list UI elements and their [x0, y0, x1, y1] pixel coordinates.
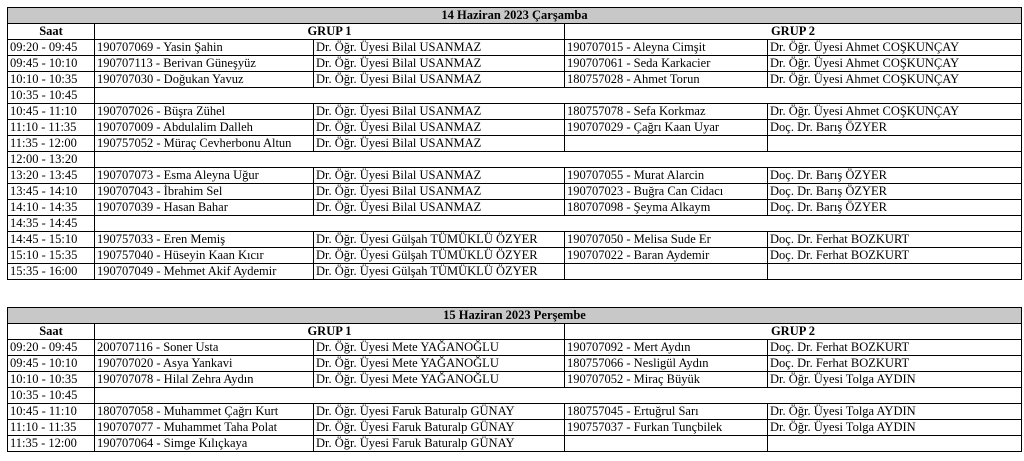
group1-student-cell: 190707039 - Hasan Bahar: [95, 200, 314, 216]
table-row: [8, 40, 1022, 56]
table-row: [8, 356, 1022, 372]
group1-header: GRUP 1: [95, 24, 565, 40]
group1-student-cell: 200707116 - Soner Usta: [95, 340, 314, 356]
group1-student-cell: 190707073 - Esma Aleyna Uğur: [95, 168, 314, 184]
time-header: Saat: [8, 324, 95, 340]
group1-advisor-cell: Dr. Öğr. Üyesi Bilal USANMAZ: [314, 72, 565, 88]
group2-student-cell: 180707098 - Şeyma Alkaym: [565, 200, 768, 216]
group2-student-cell: 190707055 - Murat Alarcin: [565, 168, 768, 184]
break-time-cell: 12:00 - 13:20: [8, 152, 95, 168]
break-filler: [95, 216, 1022, 232]
group2-student-cell: 180757066 - Nesligül Aydın: [565, 356, 768, 372]
group1-advisor-cell: Dr. Öğr. Üyesi Faruk Baturalp GÜNAY: [314, 436, 565, 452]
group2-advisor-cell: Dr. Öğr. Üyesi Ahmet COŞKUNÇAY: [768, 40, 1022, 56]
group1-student-cell: 190757040 - Hüseyin Kaan Kıcır: [95, 248, 314, 264]
group1-student-cell: 190707078 - Hilal Zehra Aydın: [95, 372, 314, 388]
group1-advisor-cell: Dr. Öğr. Üyesi Bilal USANMAZ: [314, 136, 565, 152]
time-cell: 11:10 - 11:35: [8, 120, 95, 136]
table-row: [8, 168, 1022, 184]
group1-advisor-cell: Dr. Öğr. Üyesi Bilal USANMAZ: [314, 56, 565, 72]
schedule-table-day-1: [7, 7, 1022, 280]
table-row: [8, 136, 1022, 152]
group1-advisor-cell: Dr. Öğr. Üyesi Faruk Baturalp GÜNAY: [314, 420, 565, 436]
time-cell: 11:10 - 11:35: [8, 420, 95, 436]
schedule-body: [8, 340, 1022, 452]
group2-student-cell: [565, 264, 768, 280]
group1-student-cell: 190707113 - Berivan Güneşyüz: [95, 56, 314, 72]
table-row: [8, 104, 1022, 120]
time-cell: 09:45 - 10:10: [8, 56, 95, 72]
group1-student-cell: 190707069 - Yasin Şahin: [95, 40, 314, 56]
group1-advisor-cell: Dr. Öğr. Üyesi Mete YAĞANOĞLU: [314, 372, 565, 388]
group1-header: GRUP 1: [95, 324, 565, 340]
group1-student-cell: 190707020 - Asya Yankavi: [95, 356, 314, 372]
group1-student-cell: 190707043 - İbrahim Sel: [95, 184, 314, 200]
group1-advisor-cell: Dr. Öğr. Üyesi Gülşah TÜMÜKLÜ ÖZYER: [314, 248, 565, 264]
group2-advisor-cell: Doç. Dr. Barış ÖZYER: [768, 200, 1022, 216]
time-cell: 10:45 - 11:10: [8, 404, 95, 420]
schedule-body: [8, 40, 1022, 280]
group2-header: GRUP 2: [565, 324, 1022, 340]
time-header: Saat: [8, 24, 95, 40]
group2-advisor-cell: Doç. Dr. Ferhat BOZKURT: [768, 356, 1022, 372]
time-cell: 13:20 - 13:45: [8, 168, 95, 184]
group1-student-cell: 190757033 - Eren Memiş: [95, 232, 314, 248]
header-row: [8, 324, 1022, 340]
day-title: 15 Haziran 2023 Perşembe: [8, 308, 1022, 324]
break-filler: [95, 152, 1022, 168]
time-cell: 09:20 - 09:45: [8, 40, 95, 56]
table-row: [8, 264, 1022, 280]
header-row: [8, 24, 1022, 40]
group2-header: GRUP 2: [565, 24, 1022, 40]
group1-advisor-cell: Dr. Öğr. Üyesi Mete YAĞANOĞLU: [314, 340, 565, 356]
table-row: [8, 232, 1022, 248]
group1-advisor-cell: Dr. Öğr. Üyesi Gülşah TÜMÜKLÜ ÖZYER: [314, 232, 565, 248]
group2-advisor-cell: Doç. Dr. Barış ÖZYER: [768, 120, 1022, 136]
group2-student-cell: 190707023 - Buğra Can Cidacı: [565, 184, 768, 200]
schedule-table-day-2: [7, 307, 1022, 452]
group2-advisor-cell: [768, 264, 1022, 280]
group2-student-cell: 190707022 - Baran Aydemir: [565, 248, 768, 264]
table-row: [8, 200, 1022, 216]
break-filler: [95, 88, 1022, 104]
time-cell: 09:45 - 10:10: [8, 356, 95, 372]
group2-student-cell: 190707052 - Miraç Büyük: [565, 372, 768, 388]
group2-advisor-cell: Doç. Dr. Barış ÖZYER: [768, 184, 1022, 200]
group1-advisor-cell: Dr. Öğr. Üyesi Gülşah TÜMÜKLÜ ÖZYER: [314, 264, 565, 280]
table-row: [8, 340, 1022, 356]
group2-advisor-cell: Dr. Öğr. Üyesi Ahmet COŞKUNÇAY: [768, 72, 1022, 88]
table-row: [8, 88, 1022, 104]
time-cell: 10:45 - 11:10: [8, 104, 95, 120]
time-cell: 11:35 - 12:00: [8, 436, 95, 452]
group1-advisor-cell: Dr. Öğr. Üyesi Bilal USANMAZ: [314, 104, 565, 120]
day-title: 14 Haziran 2023 Çarşamba: [8, 8, 1022, 24]
group2-advisor-cell: Doç. Dr. Ferhat BOZKURT: [768, 248, 1022, 264]
group2-advisor-cell: Dr. Öğr. Üyesi Ahmet COŞKUNÇAY: [768, 56, 1022, 72]
group1-advisor-cell: Dr. Öğr. Üyesi Mete YAĞANOĞLU: [314, 356, 565, 372]
group1-advisor-cell: Dr. Öğr. Üyesi Faruk Baturalp GÜNAY: [314, 404, 565, 420]
group2-student-cell: 190707061 - Seda Karkacier: [565, 56, 768, 72]
table-row: [8, 388, 1022, 404]
time-cell: 09:20 - 09:45: [8, 340, 95, 356]
group2-advisor-cell: [768, 436, 1022, 452]
break-time-cell: 10:35 - 10:45: [8, 388, 95, 404]
table-row: [8, 152, 1022, 168]
table-row: [8, 420, 1022, 436]
group2-student-cell: 180757028 - Ahmet Torun: [565, 72, 768, 88]
group1-advisor-cell: Dr. Öğr. Üyesi Bilal USANMAZ: [314, 184, 565, 200]
group1-student-cell: 190757052 - Müraç Cevherbonu Altun: [95, 136, 314, 152]
day-title-row: [8, 308, 1022, 324]
group2-student-cell: [565, 136, 768, 152]
group1-student-cell: 190707049 - Mehmet Akif Aydemir: [95, 264, 314, 280]
table-row: [8, 436, 1022, 452]
group1-advisor-cell: Dr. Öğr. Üyesi Bilal USANMAZ: [314, 40, 565, 56]
group1-student-cell: 190707009 - Abdulalim Dalleh: [95, 120, 314, 136]
group2-student-cell: 190707092 - Mert Aydın: [565, 340, 768, 356]
time-cell: 15:10 - 15:35: [8, 248, 95, 264]
table-row: [8, 248, 1022, 264]
group2-student-cell: 190757037 - Furkan Tunçbilek: [565, 420, 768, 436]
time-cell: 15:35 - 16:00: [8, 264, 95, 280]
group2-student-cell: 180757045 - Ertuğrul Sarı: [565, 404, 768, 420]
group2-advisor-cell: [768, 136, 1022, 152]
group2-advisor-cell: Dr. Öğr. Üyesi Tolga AYDIN: [768, 372, 1022, 388]
time-cell: 11:35 - 12:00: [8, 136, 95, 152]
table-row: [8, 56, 1022, 72]
group2-advisor-cell: Doç. Dr. Ferhat BOZKURT: [768, 232, 1022, 248]
group1-student-cell: 190707077 - Muhammet Taha Polat: [95, 420, 314, 436]
group2-advisor-cell: Doç. Dr. Barış ÖZYER: [768, 168, 1022, 184]
time-cell: 13:45 - 14:10: [8, 184, 95, 200]
group1-student-cell: 190707030 - Doğukan Yavuz: [95, 72, 314, 88]
group2-student-cell: [565, 436, 768, 452]
group2-student-cell: 190707029 - Çağrı Kaan Uyar: [565, 120, 768, 136]
break-filler: [95, 388, 1022, 404]
group2-advisor-cell: Dr. Öğr. Üyesi Tolga AYDIN: [768, 404, 1022, 420]
table-row: [8, 404, 1022, 420]
group1-advisor-cell: Dr. Öğr. Üyesi Bilal USANMAZ: [314, 200, 565, 216]
table-row: [8, 216, 1022, 232]
time-cell: 14:10 - 14:35: [8, 200, 95, 216]
group1-student-cell: 180707058 - Muhammet Çağrı Kurt: [95, 404, 314, 420]
group2-advisor-cell: Dr. Öğr. Üyesi Ahmet COŞKUNÇAY: [768, 104, 1022, 120]
group2-advisor-cell: Doç. Dr. Ferhat BOZKURT: [768, 340, 1022, 356]
group1-advisor-cell: Dr. Öğr. Üyesi Bilal USANMAZ: [314, 120, 565, 136]
group1-student-cell: 190707064 - Simge Kılıçkaya: [95, 436, 314, 452]
break-time-cell: 10:35 - 10:45: [8, 88, 95, 104]
break-time-cell: 14:35 - 14:45: [8, 216, 95, 232]
group2-student-cell: 190707015 - Aleyna Cimşit: [565, 40, 768, 56]
day-title-row: [8, 8, 1022, 24]
time-cell: 10:10 - 10:35: [8, 372, 95, 388]
group2-advisor-cell: Dr. Öğr. Üyesi Tolga AYDIN: [768, 420, 1022, 436]
time-cell: 10:10 - 10:35: [8, 72, 95, 88]
group2-student-cell: 180757078 - Sefa Korkmaz: [565, 104, 768, 120]
group2-student-cell: 190707050 - Melisa Sude Er: [565, 232, 768, 248]
table-row: [8, 120, 1022, 136]
time-cell: 14:45 - 15:10: [8, 232, 95, 248]
table-row: [8, 184, 1022, 200]
table-row: [8, 372, 1022, 388]
group1-advisor-cell: Dr. Öğr. Üyesi Bilal USANMAZ: [314, 168, 565, 184]
group1-student-cell: 190707026 - Büşra Zühel: [95, 104, 314, 120]
table-row: [8, 72, 1022, 88]
